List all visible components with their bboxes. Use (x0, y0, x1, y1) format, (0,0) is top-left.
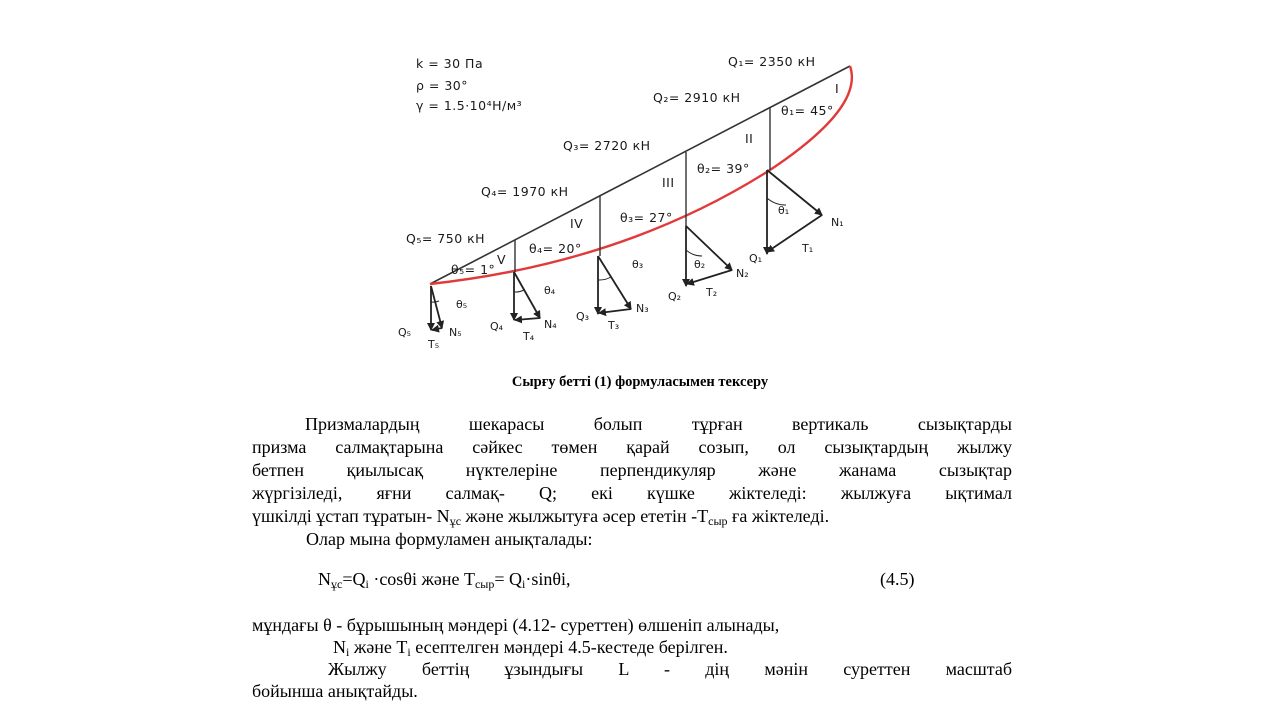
formula-sin: ·sinθi, (525, 569, 571, 589)
vec-theta-4: θ₄ (544, 284, 556, 297)
vec-theta-3: θ₃ (632, 258, 644, 271)
angle-theta3: θ₃= 27° (620, 210, 673, 225)
para4-sub2: i (407, 645, 411, 659)
para4-a: N (333, 637, 346, 657)
vec-t-4: T₄ (523, 330, 535, 343)
param-k: k = 30 Па (416, 56, 484, 71)
force-triangle-3 (598, 256, 631, 314)
vec-q-5: Q₅ (398, 326, 412, 339)
vec-n-5: N₅ (449, 326, 462, 339)
para1-line4: жүргізіледі, яғни салмақ- Q; екі күшке жіктеледі: жылжуға ықтимал (252, 483, 1012, 503)
vec-n-1: N₁ (831, 216, 844, 229)
vec-t-2: T₂ (706, 286, 718, 299)
vec-t-3: T₃ (608, 319, 620, 332)
para1-line5-a: үшкілді ұстап тұратын- N (252, 506, 450, 526)
vec-theta-5: θ₅ (456, 298, 468, 311)
para1-line5-b: және жылжытуға әсер ететін -T (461, 506, 709, 526)
formula-4-5 (318, 569, 571, 592)
vec-q-1: Q₁ (749, 252, 763, 265)
vec-q-2: Q₂ (668, 290, 682, 303)
formula-eq: = Q (494, 569, 523, 589)
angle-theta2: θ₂= 39° (697, 161, 750, 176)
prism-label-2: II (745, 131, 754, 146)
param-rho: ρ = 30° (416, 78, 469, 93)
para2: Олар мына формуламен анықталады: (306, 529, 593, 549)
weight-q5: Q₅= 750 кН (406, 231, 486, 246)
vec-t-1: T₁ (802, 242, 814, 255)
figure-caption: Сырғу бетті (1) формуласымен тексеру (511, 374, 769, 390)
formula-t-sub: сыр (474, 577, 495, 591)
vec-n-4: N₄ (544, 318, 557, 331)
para1-line1: Призмалардың шекарасы болып тұрған вертикаль сызықтарды (305, 414, 1012, 434)
para4-sub1: i (346, 645, 350, 659)
para1-line5-sub1: ұс (449, 514, 462, 528)
force-triangle-4 (514, 272, 540, 320)
prism-label-5: V (497, 252, 507, 267)
equation-number: (4.5) (880, 569, 915, 589)
weight-q1: Q₁= 2350 кН (728, 54, 816, 69)
prism-label-4: IV (570, 216, 584, 231)
force-triangle-1 (767, 170, 822, 254)
angle-theta4: θ₄= 20° (529, 241, 582, 256)
vec-q-3: Q₃ (576, 310, 590, 323)
weight-q3: Q₃= 2720 кН (563, 138, 651, 153)
vec-theta-1: θ₁ (778, 204, 790, 217)
para1-line5-c: ға жіктеледі. (727, 506, 830, 526)
angle-theta5: θ₅= 1° (451, 262, 496, 277)
weight-q4: Q₄= 1970 кН (481, 184, 569, 199)
formula-mid1: =Q (342, 569, 366, 589)
para4-b: және T (349, 637, 408, 657)
formula-n-sub: ұс (331, 577, 343, 591)
prism-label-3: III (662, 175, 675, 190)
vec-n-3: N₃ (636, 302, 649, 315)
formula-i1: i (365, 577, 369, 591)
para1-line3: бетпен қиылысақ нүктелеріне перпендикуляр және жанама сызықтар (252, 460, 1012, 480)
prism-label-1: I (835, 81, 840, 96)
para1-line2: призма салмақтарына сәйкес төмен қарай созып, ол сызықтардың жылжу (252, 437, 1012, 457)
para4-c: есептелген мәндері 4.5-кестеде берілген. (410, 637, 728, 657)
param-gamma: γ = 1.5·10⁴Н/м³ (416, 98, 523, 113)
vec-theta-2: θ₂ (694, 258, 706, 271)
angle-theta1: θ₁= 45° (781, 103, 834, 118)
vec-q-4: Q₄ (490, 320, 504, 333)
para5-line1: Жылжу беттің ұзындығы L - дің мәнін суреттен масштаб (328, 659, 1012, 679)
force-triangle-5 (431, 286, 442, 330)
weight-q2: Q₂= 2910 кН (653, 90, 741, 105)
vec-t-5: T₅ (428, 338, 440, 351)
force-triangle-2 (686, 226, 732, 286)
formula-n: N (318, 569, 331, 589)
formula-i2: i (522, 577, 526, 591)
para5-line2: бойынша анықтайды. (252, 681, 418, 701)
vec-n-2: N₂ (736, 267, 749, 280)
formula-cos: ·cosθi және T (368, 569, 475, 589)
para1-line5-sub2: сыр (708, 514, 728, 528)
para3: мұндағы θ - бұрышының мәндері (4.12- суреттен) өлшеніп алынады, (252, 615, 780, 635)
